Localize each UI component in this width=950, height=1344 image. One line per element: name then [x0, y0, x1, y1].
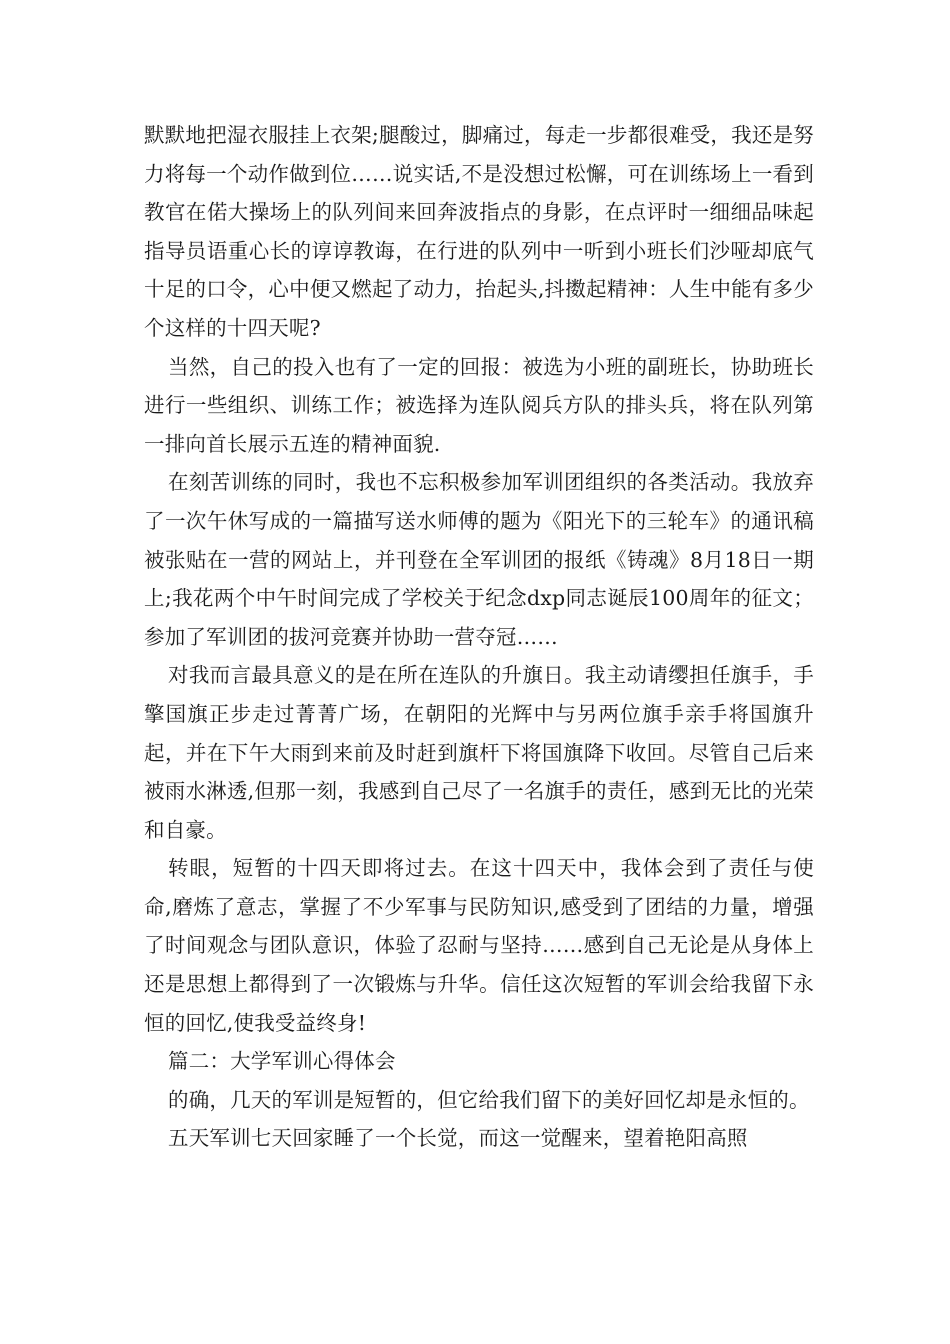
section-heading: 篇二：大学军训心得体会	[168, 1049, 396, 1074]
paragraph-8: 五天军训七天回家睡了一个长觉，而这一觉醒来，望着艳阳高照	[168, 1126, 748, 1151]
document-body	[144, 116, 814, 1158]
paragraph-5: 转眼，短暂的十四天即将过去。在这十四天中，我体会到了责任与使命,磨炼了意志，掌握了不少军事与民防知识,感受到了团结的力量，增强了时间观念与团队意识，体验了忍耐与坚持……感到自己无论是从身体上还是思想上都得到了一次锻炼与升华。信任这次短暂的军训会给我留下永恒的回忆,使我受益终身!	[144, 856, 814, 1035]
paragraph-1: 默默地把湿衣服挂上衣架;腿酸过，脚痛过，每走一步都很难受，我还是努力将每一个动作做到位……说实话,不是没想过松懈，可在训练场上一看到教官在偌大操场上的队列间来回奔波指点的身影，在点评时一细细品味起指导员语重心长的谆谆教诲，在行进的队列中一听到小班长们沙哑却底气十足的口令，心中便又燃起了动力，抬起头,抖擞起精神：人生中能有多少个这样的十四天呢?	[144, 123, 814, 340]
paragraph-2: 当然，自己的投入也有了一定的回报：被选为小班的副班长，协助班长进行一些组织、训练工作；被选择为连队阅兵方队的排头兵，将在队列第一排向首长展示五连的精神面貌.	[144, 354, 814, 456]
paragraph-7: 的确，几天的军训是短暂的，但它给我们留下的美好回忆却是永恒的。	[168, 1087, 810, 1112]
paragraph-3: 在刻苦训练的同时，我也不忘积极参加军训团组织的各类活动。我放弃了一次午休写成的一篇描写送水师傅的题为《阳光下的三轮车》的通讯稿被张贴在一营的网站上，并刊登在全军训团的报纸《铸魂》8月18日一期上;我花两个中午时间完成了学校关于纪念dxp同志诞辰100周年的征文；参加了军训团的拔河竞赛并协助一营夺冠……	[144, 470, 814, 649]
paragraph-4: 对我而言最具意义的是在所在连队的升旗日。我主动请缨担任旗手，手擎国旗正步走过菁菁广场，在朝阳的光辉中与另两位旗手亲手将国旗升起，并在下午大雨到来前及时赶到旗杆下将国旗降下收回。尽管自己后来被雨水淋透,但那一刻，我感到自己尽了一名旗手的责任，感到无比的光荣和自豪。	[144, 663, 814, 842]
